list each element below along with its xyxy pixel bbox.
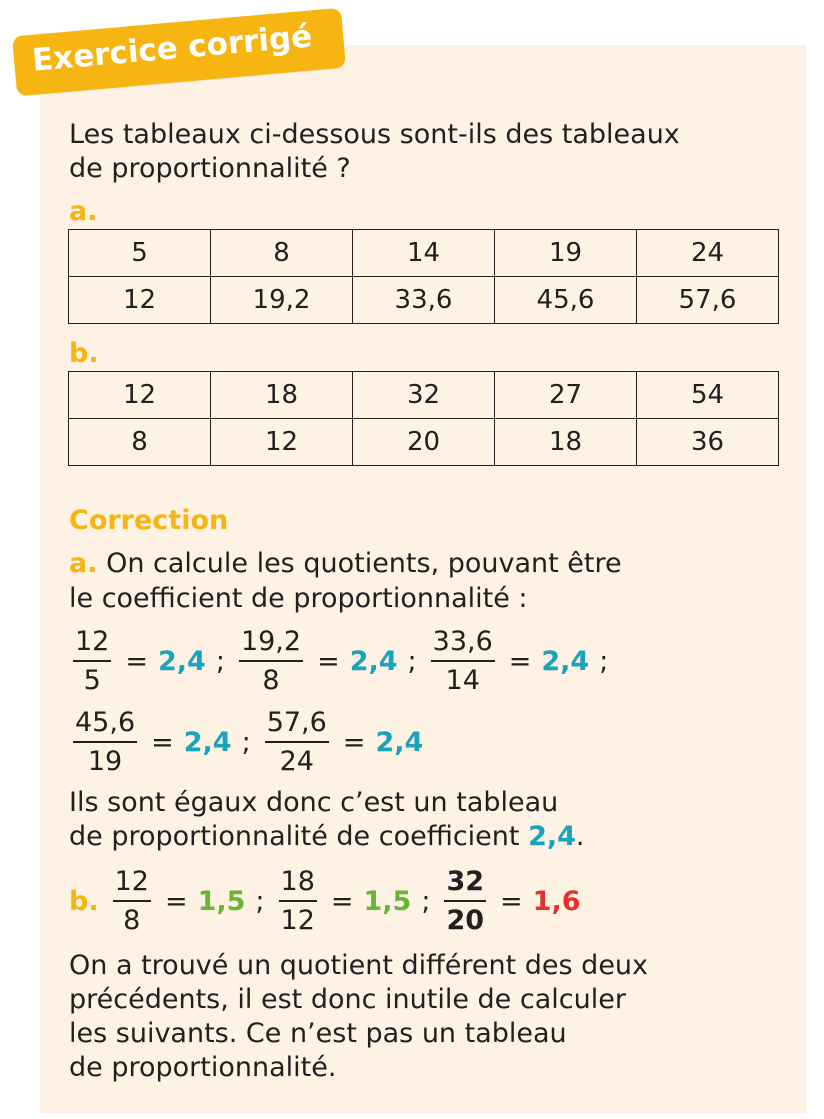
table-row (69, 419, 779, 466)
conclusion-a-line-2 (69, 821, 585, 852)
fraction-numerator: 18 (279, 866, 317, 902)
separator: ; (599, 645, 609, 677)
fraction (265, 707, 329, 778)
table-cell: 8 (211, 230, 353, 277)
table-cell: 24 (637, 230, 779, 277)
fraction-numerator: 45,6 (73, 707, 137, 743)
fraction (279, 866, 317, 937)
table-cell: 14 (353, 230, 495, 277)
equals-sign: = (151, 726, 174, 758)
separator: ; (421, 885, 431, 917)
table-cell: 8 (69, 419, 211, 466)
table-b (68, 371, 779, 466)
conclusion-b-line-4: de proportionnalité. (69, 1052, 337, 1083)
correction-a-text-1: On calcule les quotients, pouvant être (106, 548, 622, 579)
table-cell: 12 (69, 372, 211, 419)
period: . (575, 821, 585, 852)
fraction-denominator: 8 (123, 904, 141, 936)
fraction-denominator: 5 (83, 664, 101, 696)
table-row (69, 372, 779, 419)
conclusion-b-line-2: précédents, il est donc inutile de calculer (69, 984, 626, 1015)
correction-b-label: b. (69, 885, 99, 917)
separator: ; (241, 726, 251, 758)
separator: ; (255, 885, 265, 917)
fraction-numerator: 12 (113, 866, 151, 902)
equation-row-b (69, 866, 581, 936)
correction-a-line-1 (69, 548, 622, 579)
correction-a-label: a. (69, 548, 98, 579)
quotient-result: 2,4 (349, 645, 398, 677)
table-cell: 57,6 (637, 277, 779, 324)
equals-sign: = (330, 885, 354, 917)
coefficient-value: 2,4 (528, 821, 576, 852)
fraction-denominator: 19 (87, 745, 123, 777)
fraction-denominator: 20 (446, 904, 485, 936)
fraction-denominator: 8 (262, 664, 280, 696)
fraction-numerator: 12 (73, 626, 111, 662)
quotient-result: 1,5 (363, 885, 412, 917)
separator: ; (407, 645, 417, 677)
fraction-denominator: 24 (279, 745, 314, 777)
question-line-2: de proportionnalité ? (69, 153, 351, 184)
equation-row-2 (69, 707, 423, 777)
correction-title: Correction (69, 505, 229, 536)
fraction (239, 626, 303, 697)
table-cell: 36 (637, 419, 779, 466)
fraction-denominator: 12 (280, 904, 315, 936)
conclusion-a-line-1: Ils sont égaux donc c’est un tableau (69, 787, 559, 818)
table-cell: 32 (353, 372, 495, 419)
fraction (444, 866, 486, 937)
equals-sign: = (125, 645, 148, 677)
table-cell: 45,6 (495, 277, 637, 324)
separator: ; (215, 645, 225, 677)
table-b-label: b. (69, 338, 99, 369)
quotient-result: 2,4 (157, 645, 206, 677)
conclusion-a-text: de proportionnalité de coefficient (69, 821, 520, 852)
table-cell: 54 (637, 372, 779, 419)
table-cell: 19 (495, 230, 637, 277)
fraction (73, 707, 137, 778)
fraction-numerator: 57,6 (265, 707, 329, 743)
equals-sign: = (164, 885, 188, 917)
fraction (113, 866, 151, 937)
table-cell: 5 (69, 230, 211, 277)
fraction-numerator: 32 (444, 866, 486, 902)
fraction-numerator: 19,2 (239, 626, 303, 662)
table-cell: 18 (211, 372, 353, 419)
table-cell: 18 (495, 419, 637, 466)
table-cell: 12 (69, 277, 211, 324)
table-cell: 33,6 (353, 277, 495, 324)
quotient-result: 2,4 (541, 645, 590, 677)
fraction-denominator: 14 (445, 664, 480, 696)
table-cell: 27 (495, 372, 637, 419)
table-cell: 19,2 (211, 277, 353, 324)
equals-sign: = (317, 645, 340, 677)
fraction (73, 626, 111, 697)
quotient-result: 2,4 (183, 726, 232, 758)
equals-sign: = (508, 645, 532, 677)
table-cell: 12 (211, 419, 353, 466)
conclusion-b-line-1: On a trouvé un quotient différent des deux (69, 950, 649, 981)
correction-a-line-2: le coefficient de proportionnalité : (69, 583, 528, 614)
equation-row-1 (69, 626, 618, 696)
question-line-1: Les tableaux ci-dessous sont-ils des tableaux (69, 119, 680, 150)
conclusion-b-line-3: les suivants. Ce n’est pas un tableau (69, 1018, 567, 1049)
table-cell: 20 (353, 419, 495, 466)
table-a-label: a. (69, 196, 98, 227)
equals-sign: = (342, 726, 366, 758)
fraction (431, 626, 495, 697)
table-row (69, 230, 779, 277)
quotient-result: 2,4 (375, 726, 424, 758)
table-row (69, 277, 779, 324)
quotient-result: 1,6 (532, 885, 581, 917)
table-a (68, 229, 779, 324)
fraction-numerator: 33,6 (431, 626, 495, 662)
exercise-tag-label: Exercice corrigé (30, 18, 314, 79)
quotient-result: 1,5 (197, 885, 246, 917)
equals-sign: = (500, 885, 523, 917)
